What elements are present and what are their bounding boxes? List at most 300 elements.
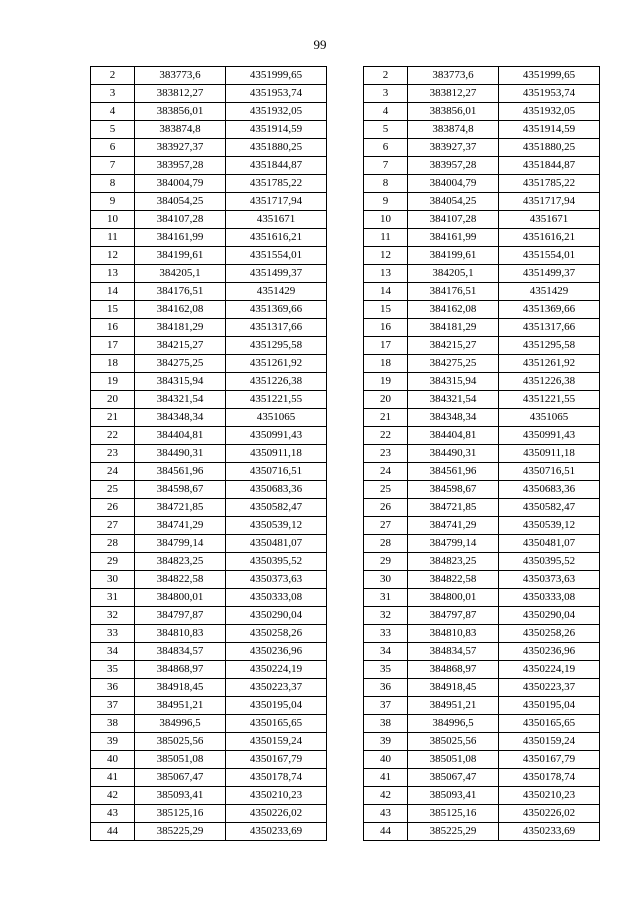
y-coordinate-cell: 4351914,59 xyxy=(226,121,327,139)
y-coordinate-cell: 4351065 xyxy=(499,409,600,427)
x-coordinate-cell: 383773,6 xyxy=(408,67,499,85)
x-coordinate-cell: 384162,08 xyxy=(408,301,499,319)
y-coordinate-cell: 4351785,22 xyxy=(499,175,600,193)
point-number-cell: 30 xyxy=(364,571,408,589)
point-number-cell: 10 xyxy=(364,211,408,229)
x-coordinate-cell: 384810,83 xyxy=(135,625,226,643)
y-coordinate-cell: 4351932,05 xyxy=(499,103,600,121)
x-coordinate-cell: 384161,99 xyxy=(408,229,499,247)
y-coordinate-cell: 4350210,23 xyxy=(499,787,600,805)
y-coordinate-cell: 4350911,18 xyxy=(226,445,327,463)
x-coordinate-cell: 384348,34 xyxy=(408,409,499,427)
y-coordinate-cell: 4350223,37 xyxy=(226,679,327,697)
y-coordinate-cell: 4351717,94 xyxy=(226,193,327,211)
x-coordinate-cell: 384799,14 xyxy=(135,535,226,553)
y-coordinate-cell: 4350165,65 xyxy=(499,715,600,733)
y-coordinate-cell: 4350210,23 xyxy=(226,787,327,805)
y-coordinate-cell: 4351671 xyxy=(226,211,327,229)
table-row xyxy=(364,787,600,805)
table-row xyxy=(364,229,600,247)
table-row xyxy=(91,409,327,427)
x-coordinate-cell: 384161,99 xyxy=(135,229,226,247)
table-row xyxy=(91,427,327,445)
y-coordinate-cell: 4351953,74 xyxy=(226,85,327,103)
table-row xyxy=(364,607,600,625)
x-coordinate-cell: 384199,61 xyxy=(135,247,226,265)
x-coordinate-cell: 383927,37 xyxy=(408,139,499,157)
x-coordinate-cell: 384054,25 xyxy=(135,193,226,211)
x-coordinate-cell: 384162,08 xyxy=(135,301,226,319)
point-number-cell: 36 xyxy=(364,679,408,697)
table-row xyxy=(91,697,327,715)
table-row xyxy=(91,643,327,661)
point-number-cell: 24 xyxy=(91,463,135,481)
y-coordinate-cell: 4350373,63 xyxy=(499,571,600,589)
table-row xyxy=(91,679,327,697)
coordinates-table-left xyxy=(90,66,327,841)
table-row xyxy=(364,337,600,355)
table-row xyxy=(91,157,327,175)
point-number-cell: 2 xyxy=(91,67,135,85)
table-row xyxy=(364,283,600,301)
table-row xyxy=(364,193,600,211)
point-number-cell: 41 xyxy=(364,769,408,787)
x-coordinate-cell: 383874,8 xyxy=(408,121,499,139)
table-row xyxy=(364,85,600,103)
y-coordinate-cell: 4350991,43 xyxy=(226,427,327,445)
y-coordinate-cell: 4350165,65 xyxy=(226,715,327,733)
y-coordinate-cell: 4351221,55 xyxy=(226,391,327,409)
x-coordinate-cell: 384004,79 xyxy=(408,175,499,193)
x-coordinate-cell: 384951,21 xyxy=(135,697,226,715)
table-row xyxy=(91,553,327,571)
point-number-cell: 35 xyxy=(91,661,135,679)
table-row xyxy=(91,823,327,841)
x-coordinate-cell: 385093,41 xyxy=(135,787,226,805)
point-number-cell: 4 xyxy=(364,103,408,121)
x-coordinate-cell: 384834,57 xyxy=(408,643,499,661)
point-number-cell: 24 xyxy=(364,463,408,481)
y-coordinate-cell: 4350167,79 xyxy=(499,751,600,769)
point-number-cell: 23 xyxy=(91,445,135,463)
point-number-cell: 18 xyxy=(364,355,408,373)
y-coordinate-cell: 4351785,22 xyxy=(226,175,327,193)
table-row xyxy=(364,553,600,571)
point-number-cell: 19 xyxy=(364,373,408,391)
table-row xyxy=(91,319,327,337)
point-number-cell: 20 xyxy=(91,391,135,409)
y-coordinate-cell: 4350683,36 xyxy=(226,481,327,499)
point-number-cell: 19 xyxy=(91,373,135,391)
coordinates-table-right-body xyxy=(364,67,600,841)
x-coordinate-cell: 384107,28 xyxy=(135,211,226,229)
y-coordinate-cell: 4350481,07 xyxy=(499,535,600,553)
x-coordinate-cell: 383856,01 xyxy=(408,103,499,121)
point-number-cell: 27 xyxy=(91,517,135,535)
y-coordinate-cell: 4351499,37 xyxy=(226,265,327,283)
point-number-cell: 8 xyxy=(91,175,135,193)
table-row xyxy=(364,697,600,715)
y-coordinate-cell: 4350224,19 xyxy=(499,661,600,679)
x-coordinate-cell: 385067,47 xyxy=(135,769,226,787)
table-row xyxy=(91,625,327,643)
table-row xyxy=(364,679,600,697)
table-row xyxy=(364,157,600,175)
x-coordinate-cell: 384004,79 xyxy=(135,175,226,193)
point-number-cell: 15 xyxy=(91,301,135,319)
y-coordinate-cell: 4351369,66 xyxy=(499,301,600,319)
y-coordinate-cell: 4351317,66 xyxy=(499,319,600,337)
table-row xyxy=(91,733,327,751)
y-coordinate-cell: 4351317,66 xyxy=(226,319,327,337)
x-coordinate-cell: 384321,54 xyxy=(135,391,226,409)
x-coordinate-cell: 384215,27 xyxy=(408,337,499,355)
x-coordinate-cell: 384404,81 xyxy=(135,427,226,445)
x-coordinate-cell: 384176,51 xyxy=(135,283,226,301)
x-coordinate-cell: 384868,97 xyxy=(408,661,499,679)
x-coordinate-cell: 383773,6 xyxy=(135,67,226,85)
point-number-cell: 6 xyxy=(364,139,408,157)
y-coordinate-cell: 4350233,69 xyxy=(226,823,327,841)
table-row xyxy=(91,355,327,373)
point-number-cell: 30 xyxy=(91,571,135,589)
y-coordinate-cell: 4350178,74 xyxy=(499,769,600,787)
x-coordinate-cell: 385051,08 xyxy=(408,751,499,769)
point-number-cell: 36 xyxy=(91,679,135,697)
table-row xyxy=(91,481,327,499)
x-coordinate-cell: 384822,58 xyxy=(408,571,499,589)
y-coordinate-cell: 4351616,21 xyxy=(226,229,327,247)
point-number-cell: 40 xyxy=(91,751,135,769)
y-coordinate-cell: 4350233,69 xyxy=(499,823,600,841)
y-coordinate-cell: 4351616,21 xyxy=(499,229,600,247)
point-number-cell: 20 xyxy=(364,391,408,409)
y-coordinate-cell: 4350290,04 xyxy=(226,607,327,625)
x-coordinate-cell: 384181,29 xyxy=(408,319,499,337)
table-row xyxy=(364,319,600,337)
x-coordinate-cell: 384315,94 xyxy=(135,373,226,391)
point-number-cell: 17 xyxy=(364,337,408,355)
table-row xyxy=(91,85,327,103)
table-row xyxy=(91,607,327,625)
y-coordinate-cell: 4350226,02 xyxy=(499,805,600,823)
y-coordinate-cell: 4351295,58 xyxy=(226,337,327,355)
y-coordinate-cell: 4351844,87 xyxy=(499,157,600,175)
x-coordinate-cell: 383812,27 xyxy=(408,85,499,103)
point-number-cell: 13 xyxy=(91,265,135,283)
y-coordinate-cell: 4351880,25 xyxy=(499,139,600,157)
table-row xyxy=(364,247,600,265)
y-coordinate-cell: 4350716,51 xyxy=(226,463,327,481)
point-number-cell: 13 xyxy=(364,265,408,283)
x-coordinate-cell: 384797,87 xyxy=(408,607,499,625)
y-coordinate-cell: 4351880,25 xyxy=(226,139,327,157)
point-number-cell: 25 xyxy=(91,481,135,499)
point-number-cell: 16 xyxy=(364,319,408,337)
table-row xyxy=(91,805,327,823)
table-row xyxy=(91,499,327,517)
table-row xyxy=(364,805,600,823)
y-coordinate-cell: 4350258,26 xyxy=(499,625,600,643)
y-coordinate-cell: 4351717,94 xyxy=(499,193,600,211)
table-row xyxy=(364,535,600,553)
point-number-cell: 28 xyxy=(364,535,408,553)
y-coordinate-cell: 4350290,04 xyxy=(499,607,600,625)
y-coordinate-cell: 4351226,38 xyxy=(499,373,600,391)
page-number: 99 xyxy=(313,37,327,52)
point-number-cell: 25 xyxy=(364,481,408,499)
x-coordinate-cell: 384054,25 xyxy=(408,193,499,211)
table-row xyxy=(91,193,327,211)
point-number-cell: 38 xyxy=(91,715,135,733)
table-row xyxy=(91,211,327,229)
x-coordinate-cell: 384797,87 xyxy=(135,607,226,625)
y-coordinate-cell: 4350195,04 xyxy=(499,697,600,715)
y-coordinate-cell: 4351429 xyxy=(226,283,327,301)
y-coordinate-cell: 4350159,24 xyxy=(499,733,600,751)
x-coordinate-cell: 384598,67 xyxy=(408,481,499,499)
table-row xyxy=(364,265,600,283)
table-row xyxy=(364,823,600,841)
y-coordinate-cell: 4351844,87 xyxy=(226,157,327,175)
point-number-cell: 22 xyxy=(364,427,408,445)
x-coordinate-cell: 384741,29 xyxy=(135,517,226,535)
table-row xyxy=(91,103,327,121)
point-number-cell: 14 xyxy=(91,283,135,301)
table-row xyxy=(364,175,600,193)
x-coordinate-cell: 384918,45 xyxy=(135,679,226,697)
x-coordinate-cell: 384996,5 xyxy=(135,715,226,733)
table-row xyxy=(91,139,327,157)
point-number-cell: 5 xyxy=(364,121,408,139)
point-number-cell: 27 xyxy=(364,517,408,535)
y-coordinate-cell: 4350582,47 xyxy=(499,499,600,517)
table-row xyxy=(364,661,600,679)
x-coordinate-cell: 384598,67 xyxy=(135,481,226,499)
y-coordinate-cell: 4351953,74 xyxy=(499,85,600,103)
table-row xyxy=(91,751,327,769)
x-coordinate-cell: 384321,54 xyxy=(408,391,499,409)
point-number-cell: 33 xyxy=(364,625,408,643)
x-coordinate-cell: 385225,29 xyxy=(408,823,499,841)
table-row xyxy=(364,445,600,463)
point-number-cell: 32 xyxy=(91,607,135,625)
x-coordinate-cell: 385225,29 xyxy=(135,823,226,841)
table-row xyxy=(91,247,327,265)
x-coordinate-cell: 384800,01 xyxy=(408,589,499,607)
table-row xyxy=(91,463,327,481)
point-number-cell: 2 xyxy=(364,67,408,85)
y-coordinate-cell: 4350159,24 xyxy=(226,733,327,751)
table-row xyxy=(364,103,600,121)
point-number-cell: 38 xyxy=(364,715,408,733)
table-row xyxy=(91,301,327,319)
table-row xyxy=(364,643,600,661)
x-coordinate-cell: 384205,1 xyxy=(135,265,226,283)
y-coordinate-cell: 4351932,05 xyxy=(226,103,327,121)
x-coordinate-cell: 385067,47 xyxy=(408,769,499,787)
point-number-cell: 11 xyxy=(364,229,408,247)
x-coordinate-cell: 384800,01 xyxy=(135,589,226,607)
table-row xyxy=(364,769,600,787)
y-coordinate-cell: 4351369,66 xyxy=(226,301,327,319)
table-row xyxy=(91,337,327,355)
point-number-cell: 31 xyxy=(91,589,135,607)
point-number-cell: 18 xyxy=(91,355,135,373)
y-coordinate-cell: 4350683,36 xyxy=(499,481,600,499)
point-number-cell: 7 xyxy=(91,157,135,175)
table-row xyxy=(364,481,600,499)
table-row xyxy=(364,499,600,517)
point-number-cell: 12 xyxy=(91,247,135,265)
table-row xyxy=(364,355,600,373)
table-row xyxy=(364,589,600,607)
x-coordinate-cell: 384996,5 xyxy=(408,715,499,733)
table-row xyxy=(91,445,327,463)
table-row xyxy=(364,517,600,535)
point-number-cell: 37 xyxy=(364,697,408,715)
point-number-cell: 43 xyxy=(364,805,408,823)
point-number-cell: 44 xyxy=(364,823,408,841)
point-number-cell: 41 xyxy=(91,769,135,787)
x-coordinate-cell: 384176,51 xyxy=(408,283,499,301)
y-coordinate-cell: 4351295,58 xyxy=(499,337,600,355)
x-coordinate-cell: 385025,56 xyxy=(408,733,499,751)
x-coordinate-cell: 383856,01 xyxy=(135,103,226,121)
point-number-cell: 39 xyxy=(364,733,408,751)
point-number-cell: 5 xyxy=(91,121,135,139)
y-coordinate-cell: 4350539,12 xyxy=(499,517,600,535)
x-coordinate-cell: 384315,94 xyxy=(408,373,499,391)
table-row xyxy=(91,391,327,409)
point-number-cell: 3 xyxy=(91,85,135,103)
point-number-cell: 9 xyxy=(364,193,408,211)
x-coordinate-cell: 384823,25 xyxy=(408,553,499,571)
x-coordinate-cell: 384490,31 xyxy=(135,445,226,463)
x-coordinate-cell: 384181,29 xyxy=(135,319,226,337)
y-coordinate-cell: 4350582,47 xyxy=(226,499,327,517)
y-coordinate-cell: 4350481,07 xyxy=(226,535,327,553)
y-coordinate-cell: 4350167,79 xyxy=(226,751,327,769)
y-coordinate-cell: 4350236,96 xyxy=(226,643,327,661)
x-coordinate-cell: 384275,25 xyxy=(135,355,226,373)
table-row xyxy=(364,733,600,751)
x-coordinate-cell: 384741,29 xyxy=(408,517,499,535)
x-coordinate-cell: 384834,57 xyxy=(135,643,226,661)
table-row xyxy=(91,517,327,535)
table-row xyxy=(91,787,327,805)
y-coordinate-cell: 4350333,08 xyxy=(226,589,327,607)
table-row xyxy=(364,391,600,409)
x-coordinate-cell: 384490,31 xyxy=(408,445,499,463)
y-coordinate-cell: 4350991,43 xyxy=(499,427,600,445)
point-number-cell: 35 xyxy=(364,661,408,679)
y-coordinate-cell: 4350333,08 xyxy=(499,589,600,607)
table-row xyxy=(364,571,600,589)
y-coordinate-cell: 4350373,63 xyxy=(226,571,327,589)
point-number-cell: 21 xyxy=(364,409,408,427)
point-number-cell: 43 xyxy=(91,805,135,823)
point-number-cell: 42 xyxy=(364,787,408,805)
point-number-cell: 11 xyxy=(91,229,135,247)
y-coordinate-cell: 4351261,92 xyxy=(499,355,600,373)
x-coordinate-cell: 384205,1 xyxy=(408,265,499,283)
x-coordinate-cell: 385093,41 xyxy=(408,787,499,805)
point-number-cell: 3 xyxy=(364,85,408,103)
x-coordinate-cell: 383957,28 xyxy=(408,157,499,175)
y-coordinate-cell: 4350223,37 xyxy=(499,679,600,697)
point-number-cell: 9 xyxy=(91,193,135,211)
y-coordinate-cell: 4351261,92 xyxy=(226,355,327,373)
y-coordinate-cell: 4351499,37 xyxy=(499,265,600,283)
x-coordinate-cell: 385125,16 xyxy=(135,805,226,823)
x-coordinate-cell: 385025,56 xyxy=(135,733,226,751)
y-coordinate-cell: 4350195,04 xyxy=(226,697,327,715)
x-coordinate-cell: 384823,25 xyxy=(135,553,226,571)
x-coordinate-cell: 384951,21 xyxy=(408,697,499,715)
x-coordinate-cell: 385125,16 xyxy=(408,805,499,823)
x-coordinate-cell: 384215,27 xyxy=(135,337,226,355)
table-row xyxy=(91,769,327,787)
point-number-cell: 32 xyxy=(364,607,408,625)
x-coordinate-cell: 384561,96 xyxy=(408,463,499,481)
table-row xyxy=(364,463,600,481)
point-number-cell: 6 xyxy=(91,139,135,157)
x-coordinate-cell: 384199,61 xyxy=(408,247,499,265)
table-row xyxy=(364,715,600,733)
table-row xyxy=(364,301,600,319)
y-coordinate-cell: 4350178,74 xyxy=(226,769,327,787)
point-number-cell: 8 xyxy=(364,175,408,193)
y-coordinate-cell: 4351221,55 xyxy=(499,391,600,409)
point-number-cell: 23 xyxy=(364,445,408,463)
point-number-cell: 31 xyxy=(364,589,408,607)
table-row xyxy=(91,373,327,391)
x-coordinate-cell: 384721,85 xyxy=(408,499,499,517)
table-row xyxy=(91,571,327,589)
table-row xyxy=(364,409,600,427)
point-number-cell: 7 xyxy=(364,157,408,175)
point-number-cell: 42 xyxy=(91,787,135,805)
x-coordinate-cell: 383812,27 xyxy=(135,85,226,103)
x-coordinate-cell: 383874,8 xyxy=(135,121,226,139)
y-coordinate-cell: 4350258,26 xyxy=(226,625,327,643)
table-row xyxy=(91,283,327,301)
x-coordinate-cell: 384275,25 xyxy=(408,355,499,373)
point-number-cell: 29 xyxy=(91,553,135,571)
point-number-cell: 34 xyxy=(364,643,408,661)
y-coordinate-cell: 4351914,59 xyxy=(499,121,600,139)
x-coordinate-cell: 383957,28 xyxy=(135,157,226,175)
table-row xyxy=(364,67,600,85)
point-number-cell: 33 xyxy=(91,625,135,643)
table-row xyxy=(364,373,600,391)
table-row xyxy=(364,121,600,139)
x-coordinate-cell: 384799,14 xyxy=(408,535,499,553)
table-row xyxy=(91,67,327,85)
table-row xyxy=(91,535,327,553)
y-coordinate-cell: 4350716,51 xyxy=(499,463,600,481)
point-number-cell: 26 xyxy=(91,499,135,517)
y-coordinate-cell: 4350911,18 xyxy=(499,445,600,463)
x-coordinate-cell: 384561,96 xyxy=(135,463,226,481)
y-coordinate-cell: 4351429 xyxy=(499,283,600,301)
table-row xyxy=(91,715,327,733)
table-row xyxy=(364,751,600,769)
point-number-cell: 14 xyxy=(364,283,408,301)
x-coordinate-cell: 384107,28 xyxy=(408,211,499,229)
table-row xyxy=(91,265,327,283)
